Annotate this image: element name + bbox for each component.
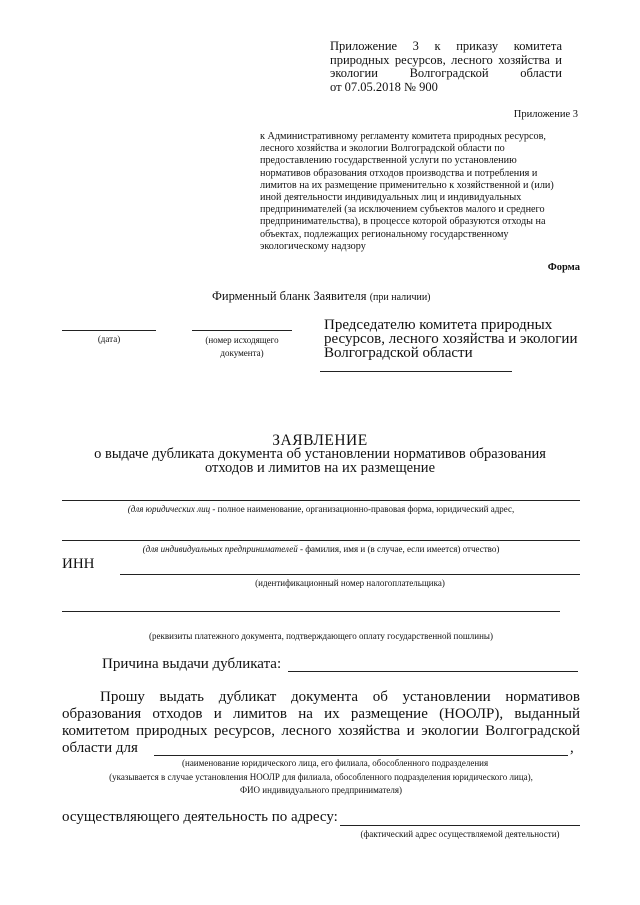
- regulation-line: предпринимательства), в процессе которой образуются отходы на: [260, 216, 546, 228]
- request-line: образования отходов и лимитов на их размещение (НООЛР), выданный: [62, 706, 580, 722]
- request-line4-end: ,: [570, 740, 574, 756]
- regulation-line: объектах, подлежащих региональному государственному: [260, 228, 509, 240]
- addressee-line: Председателю комитета природных: [324, 317, 553, 333]
- statement-subtitle: [0, 447, 640, 475]
- inn-field[interactable]: [120, 574, 580, 575]
- letterhead-main: Фирменный бланк Заявителя: [212, 289, 367, 303]
- order-header-line: природных ресурсов, лесного хозяйства и: [330, 52, 562, 67]
- branch-caption: [62, 757, 580, 798]
- regulation-line: к Административному регламенту комитета природных ресурсов,: [260, 131, 546, 142]
- request-line: комитетом природных ресурсов, лесного хозяйства и экологии Волгоградской: [62, 723, 580, 739]
- regulation-line: предоставлению государственной услуги по установлению: [260, 155, 517, 167]
- entrepreneur-caption: [62, 544, 580, 555]
- date-caption: (дата): [97, 334, 121, 344]
- branch-field[interactable]: [154, 755, 568, 756]
- outgoing-number-field[interactable]: [192, 330, 292, 331]
- appendix-label: Приложение 3: [513, 109, 578, 120]
- address-field[interactable]: [340, 825, 580, 826]
- outgoing-number-caption-line: (номер исходящего: [205, 335, 279, 345]
- legal-entity-caption-italic: (для юридических лиц: [127, 504, 211, 514]
- statement-subtitle-line: отходов и лимитов на их размещение: [204, 460, 436, 476]
- inn-caption: (идентификационный номер налогоплательщика): [255, 578, 445, 588]
- regulation-line: лесного хозяйства и экологии Волгоградской области по: [260, 143, 505, 155]
- request-paragraph: [62, 689, 580, 757]
- legal-entity-field[interactable]: [62, 500, 580, 501]
- entrepreneur-caption-rest: - фамилия, имя и (в случае, если имеется) отчество): [297, 544, 500, 554]
- letterhead-note: (при наличии): [369, 292, 431, 303]
- outgoing-number-caption: [186, 334, 298, 360]
- statement-subtitle-line: о выдаче дубликата документа об установлении нормативов образования: [94, 446, 546, 462]
- addressee: [324, 318, 594, 360]
- branch-caption-line: (наименование юридического лица, его филиала, обособленного подразделения: [182, 758, 489, 768]
- regulation-line: нормативов образования отходов производства и потребления и: [260, 167, 538, 179]
- order-header-line: Приложение 3 к приказу комитета: [330, 39, 562, 53]
- address-caption: (фактический адрес осуществляемой деятельности): [360, 829, 560, 839]
- regulation-line: экологическому надзору: [260, 240, 366, 252]
- entrepreneur-field[interactable]: [62, 540, 580, 541]
- regulation-line: иной деятельности индивидуальных лиц и индивидуальных: [260, 192, 522, 204]
- branch-caption-line: (указывается в случае установления НООЛР для филиала, обособленного подразделения юридического лица),: [109, 771, 533, 782]
- regulation-line: лимитов на их размещение применительно к хозяйственной и (или): [260, 179, 554, 191]
- form-label: Форма: [547, 262, 580, 273]
- order-header-line: от 07.05.2018 № 900: [330, 79, 438, 94]
- legal-entity-caption: [62, 504, 580, 515]
- date-field[interactable]: [62, 330, 156, 331]
- reason-label: Причина выдачи дубликата:: [102, 656, 282, 672]
- order-header-line: экологии Волгоградской области: [330, 66, 562, 80]
- payment-caption: (реквизиты платежного документа, подтверждающего оплату государственной пошлины): [149, 631, 493, 641]
- statement-title: ЗАЯВЛЕНИЕ: [272, 432, 368, 449]
- letterhead: [212, 289, 431, 304]
- regulation-reference: [260, 131, 582, 253]
- addressee-line: ресурсов, лесного хозяйства и экологии: [324, 331, 578, 347]
- regulation-line: предпринимателей (за исключением субъектов малого и среднего: [260, 204, 545, 216]
- request-line4-label: области для: [62, 740, 138, 756]
- inn-label: ИНН: [62, 556, 95, 572]
- outgoing-number-caption-line: документа): [220, 348, 264, 358]
- reason-field[interactable]: [288, 671, 578, 672]
- request-line: Прошу выдать дубликат документа об установлении нормативов: [100, 689, 580, 705]
- address-label: осуществляющего деятельность по адресу:: [62, 809, 338, 825]
- addressee-name-field[interactable]: [320, 371, 512, 372]
- order-header: [330, 40, 562, 94]
- entrepreneur-caption-italic: (для индивидуальных предпринимателей: [142, 544, 298, 554]
- branch-caption-line: ФИО индивидуального предпринимателя): [239, 785, 403, 795]
- legal-entity-caption-rest: - полное наименование, организационно-правовая форма, юридический адрес,: [210, 504, 515, 514]
- payment-details-field[interactable]: [62, 611, 560, 612]
- addressee-line: Волгоградской области: [324, 345, 473, 361]
